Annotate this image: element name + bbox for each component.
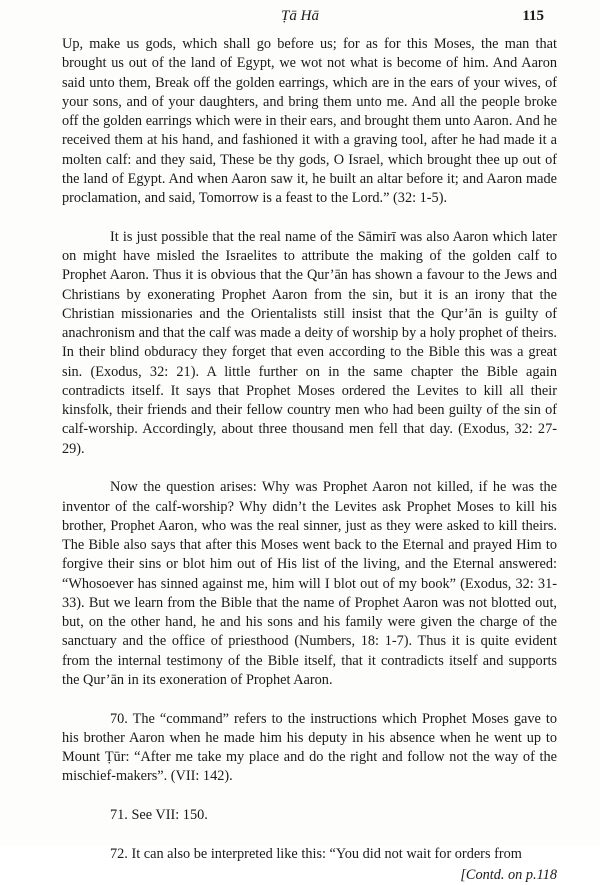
page-number: 115 <box>522 8 544 24</box>
paragraph-samiri: It is just possible that the real name of the Sāmirī was also Aaron which later on might have misled the Israelites to attribute the making of the golden calf to Prophet Aaron. Thus it is obvious that the Qur’ān has shown a favour to the Jews and Christians by exonerating Prophet Aaron from the sin, but it is an irony that the Christian missionaries and the Orientalists still insist that the Qur’ān is guilty of anachronism and that the calf was made a deity of worship by a holy prophet of theirs. In their blind obduracy they forget that even according to the Bible this was a great sin. (Exodus, 32: 21). A little further on in the same chapter the Bible again contradicts itself. It says that Prophet Moses ordered the Levites to kill all their kinsfolk, their friends and their fellow country men who had been guilty of the sin of calf-worship. Accordingly, about three thousand men fell that day. (Exodus, 32: 27-29). <box>62 228 557 457</box>
body-text <box>62 35 557 885</box>
paragraph-question: Now the question arises: Why was Prophet Aaron not killed, if he was the inventor of the calf-worship? Why didn’t the Levites ask Prophet Moses to kill his brother, Prophet Aaron, who was the real sinner, just as they were asked to kill theirs. The Bible also says that after this Moses went back to the Eternal and prayed Him to forgive their sins or blot him out of His list of the living, and the Eternal answered: “Whosoever has sinned against me, him will I blot out of my book” (Exodus, 32: 31-33). But we learn from the Bible that the name of Prophet Aaron was not blotted out, but, on the other hand, he and his sons and his family were given the charge of the sanctuary and the office of priesthood (Numbers, 18: 1-7). Thus it is quite evident from the internal testimony of the Bible itself, that it contradicts itself and supports the Qur’ān in its exoneration of Prophet Aaron. <box>62 479 557 688</box>
paragraph-quotation: Up, make us gods, which shall go before us; for as for this Moses, the man that brought us out of the land of Egypt, we wot not what is become of him. And Aaron said unto them, Break off the golden earrings, which are in the ears of your wives, of your sons, and of your daughters, and bring them unto me. And all the people broke off the golden earrings which were in their ears, and brought them unto Aaron. And he received them at his hand, and fashioned it with a graving tool, after he had made it a molten calf: and they said, These be thy gods, O Israel, which brought thee up out of the land of Egypt. And when Aaron saw it, he built an altar before it; and Aaron made proclamation, and said, Tomorrow is a feast to the Lord.” (32: 1-5). <box>62 36 557 206</box>
running-title: Ṭā Hā <box>281 8 319 24</box>
note-71: 71. See VII: 150. <box>110 807 208 823</box>
page-header <box>36 8 564 30</box>
note-70: 70. The “command” refers to the instructions which Prophet Moses gave to his brother Aaron when he made him his deputy in his absence when he went up to Mount Ṭūr: “After me take my place and do the right and follow not the way of the mischief-makers”. (VII: 142). <box>62 710 557 785</box>
continuation-note: [Contd. on p.118 <box>460 867 557 883</box>
note-72: 72. It can also be interpreted like this: “You did not wait for orders from <box>110 845 522 862</box>
